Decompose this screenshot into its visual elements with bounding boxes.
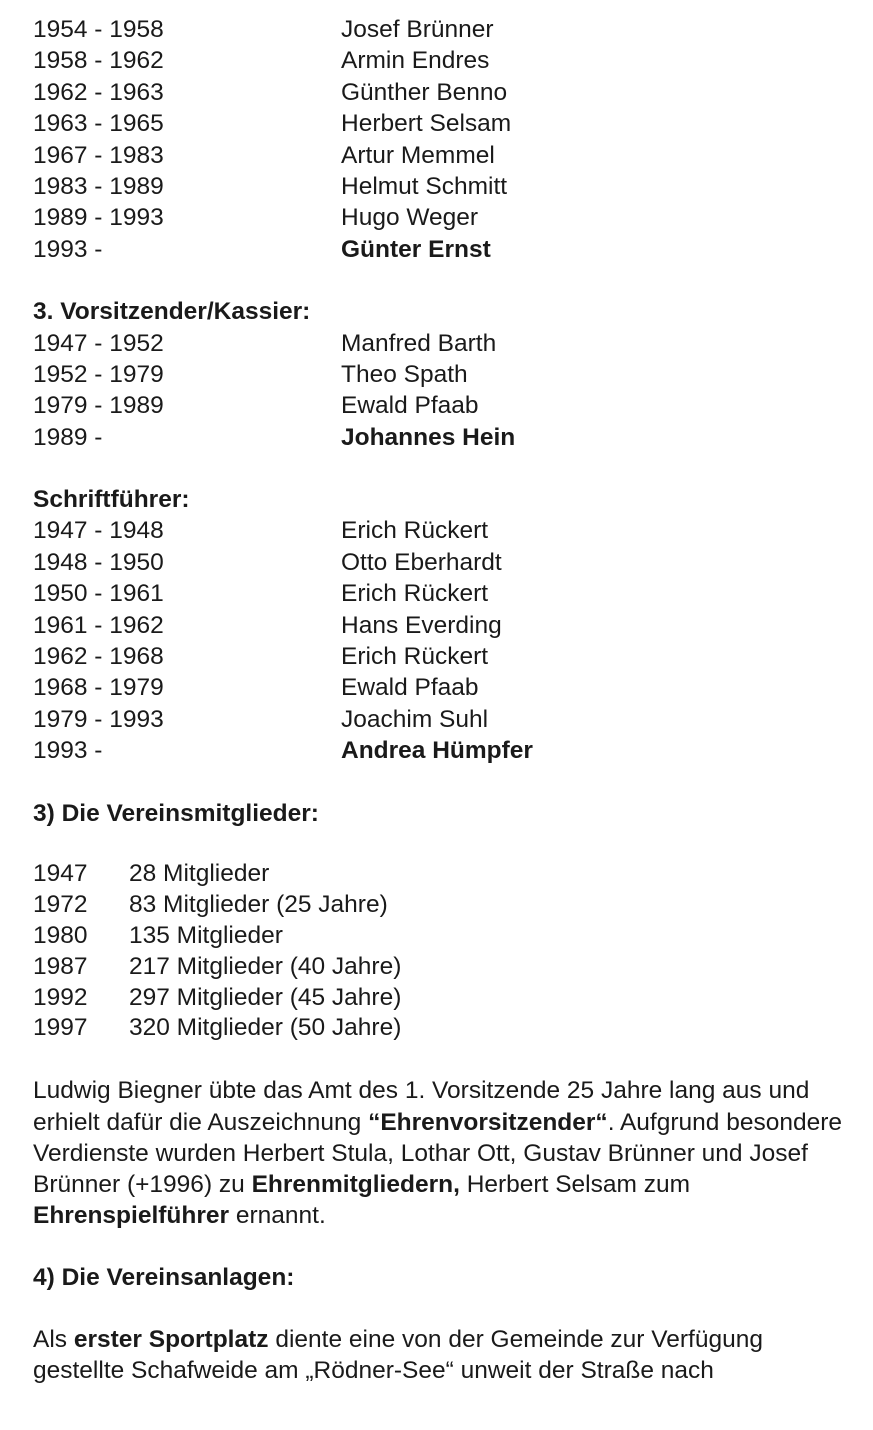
row-dates: 1947 - 1952 [33,329,164,357]
row-name: Joachim Suhl [341,705,489,733]
chair-row [33,171,853,202]
schriftfuehrer-row [33,578,853,609]
section-heading: Schriftführer: [33,486,190,514]
kassier-row [33,390,853,421]
section-heading: 3. Vorsitzender/Kassier: [33,298,311,326]
kassier-row [33,359,853,390]
row-name: Erich Rückert [341,580,489,608]
row-dates: 1961 - 1962 [33,611,164,639]
row-name: Günter Ernst [341,235,491,263]
paragraph-text: diente eine von der Gemeinde zur Verfügung gestellte Schafweide am „Rödner-See“ unweit der Straße nach [33,1325,763,1384]
paragraph-bold-text: erster Sportplatz [73,1325,269,1353]
row-dates: 1993 - [33,235,103,263]
section-heading: 4) Die Vereinsanlagen: [33,1264,295,1292]
row-name: Ewald Pfaab [341,674,479,702]
member-count: 320 Mitglieder (50 Jahre) [129,1014,402,1042]
member-year: 1997 [33,1014,88,1042]
row-dates: 1989 - 1993 [33,204,164,232]
row-name: Johannes Hein [341,423,516,451]
chair-row [33,202,853,233]
honors-paragraph [33,1075,853,1231]
row-name: Erich Rückert [341,517,489,545]
paragraph-text: ernannt. [229,1202,326,1230]
row-dates: 1979 - 1989 [33,392,164,420]
schriftfuehrer-row [33,641,853,672]
member-year: 1987 [33,952,88,980]
row-dates: 1983 - 1989 [33,172,164,200]
chair-row [33,140,853,171]
schriftfuehrer-row [33,547,853,578]
paragraph-text: Als [33,1325,74,1353]
schriftfuehrer-row [33,704,853,735]
chair-row [33,108,853,139]
row-dates: 1993 - [33,737,103,765]
row-name: Herbert Selsam [341,110,512,138]
anlagen-section [33,1262,853,1386]
row-dates: 1958 - 1962 [33,47,164,75]
row-dates: 1962 - 1963 [33,78,164,106]
schriftfuehrer-row [33,515,853,546]
row-name: Andrea Hümpfer [341,737,533,765]
row-name: Hans Everding [341,611,502,639]
row-name: Erich Rückert [341,643,489,671]
facilities-paragraph [33,1324,853,1386]
member-year: 1947 [33,859,88,887]
row-dates: 1967 - 1983 [33,141,164,169]
row-dates: 1954 - 1958 [33,16,164,43]
member-count: 135 Mitglieder [129,921,283,949]
row-dates: 1979 - 1993 [33,705,164,733]
kassier-row-current [33,422,853,453]
member-year: 1980 [33,921,88,949]
schriftfuehrer-row-current [33,735,853,766]
row-name: Ewald Pfaab [341,392,479,420]
member-year: 1992 [33,983,88,1011]
row-name: Armin Endres [341,47,490,75]
row-dates: 1989 - [33,423,103,451]
member-row [33,890,853,921]
schriftfuehrer-row [33,672,853,703]
kassier-section [33,296,853,453]
row-dates: 1948 - 1950 [33,548,164,576]
schriftfuehrer-section [33,484,853,767]
row-name: Artur Memmel [341,141,495,169]
row-name: Helmut Schmitt [341,172,508,200]
mitglieder-section [33,798,853,1045]
member-row [33,983,853,1014]
row-dates: 1963 - 1965 [33,110,164,138]
section-heading: 3) Die Vereinsmitglieder: [33,799,319,827]
kassier-row [33,328,853,359]
chair-row-current [33,234,853,265]
row-name: Hugo Weger [341,204,479,232]
member-count: 217 Mitglieder (40 Jahre) [129,952,402,980]
chair-row [33,14,853,45]
chair-row [33,45,853,76]
member-year: 1972 [33,890,88,918]
document-page [33,14,853,1386]
row-name: Theo Spath [341,360,468,388]
paragraph-text: Herbert Selsam zum [459,1170,690,1198]
member-count: 297 Mitglieder (45 Jahre) [129,983,402,1011]
member-row [33,1013,853,1044]
member-count: 83 Mitglieder (25 Jahre) [129,890,388,918]
paragraph-text: Ludwig Biegner übte das Amt des 1. Vorsitzende 25 Jahre lang aus und erhielt dafür die Auszeichnung [33,1077,810,1136]
row-dates: 1950 - 1961 [33,580,164,608]
member-row [33,952,853,983]
paragraph-bold-text: Ehrenmitgliedern, [251,1170,460,1198]
row-name: Manfred Barth [341,329,497,357]
row-dates: 1947 - 1948 [33,517,164,545]
schriftfuehrer-row [33,610,853,641]
row-dates: 1968 - 1979 [33,674,164,702]
chair-row [33,77,853,108]
row-name: Günther Benno [341,78,508,106]
row-dates: 1962 - 1968 [33,643,164,671]
paragraph-bold-text: Ehrenspielführer [33,1202,230,1230]
member-row [33,859,853,890]
row-name: Otto Eberhardt [341,548,502,576]
member-row [33,921,853,952]
row-dates: 1952 - 1979 [33,360,164,388]
member-count: 28 Mitglieder [129,859,270,887]
paragraph-text: . Aufgrund besondere Verdienste wurden Herbert Stula, Lothar Ott, Gustav Brünner und Josef Brünner (+1996) zu [33,1108,842,1198]
paragraph-bold-text: “Ehrenvorsitzender“ [368,1108,608,1136]
row-name: Josef Brünner [341,16,494,43]
chair-list [33,14,853,265]
